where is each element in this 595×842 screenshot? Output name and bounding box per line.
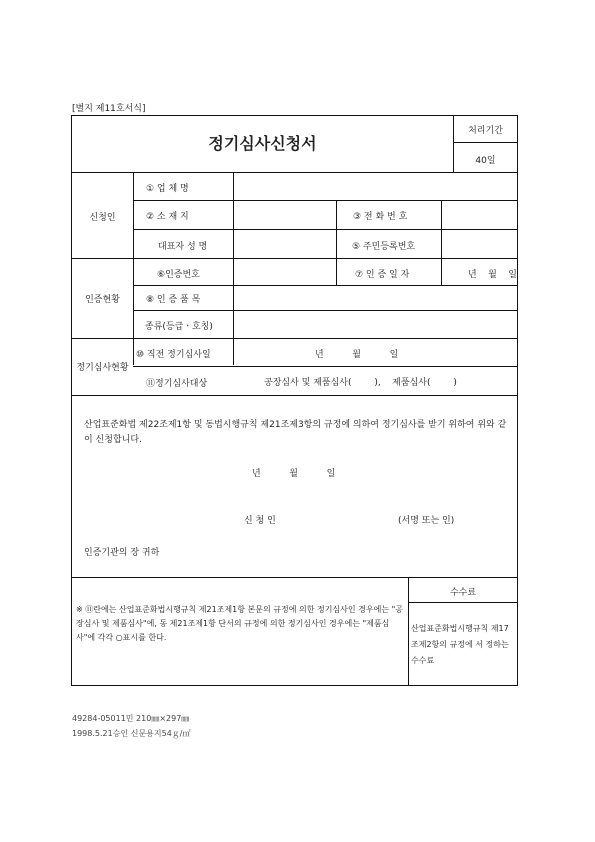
inspection-section-label: 정기심사현황 [76, 363, 129, 373]
recipient-label: 인증기관의 장 귀하 [84, 548, 160, 558]
processing-period-value: 40일 [475, 156, 496, 166]
fee-description: 산업표준화법시행규칙 제17조제2항의 규정에 서 정하는 수수료 [411, 624, 509, 665]
representative-field[interactable] [234, 230, 336, 258]
type-grade-field[interactable] [234, 311, 517, 338]
last-inspection-label: ⑩ 직전 정기심사일 [136, 350, 211, 360]
resident-number-field[interactable] [442, 230, 517, 258]
cert-number-field[interactable] [234, 259, 336, 285]
cert-number-label: ⑥인증번호 [157, 270, 200, 280]
cert-item-label: ⑧ 인 증 품 목 [146, 295, 201, 305]
resident-number-label: ⑤ 주민등록번호 [352, 242, 416, 252]
form-title: 정기심사신청서 [208, 134, 317, 153]
form-number-label: [별지 제11호서식] [72, 104, 146, 114]
signature-note: (서명 또는 인) [398, 516, 455, 526]
address-label: ② 소 재 지 [146, 212, 189, 222]
last-inspection-value[interactable]: 년 월 일 [315, 350, 399, 360]
footer-spec: 49284-05011민 210㎜×297㎜ [72, 714, 190, 723]
fee-label: 수수료 [449, 588, 477, 598]
footer-approval: 1998.5.21승인 신문용지54ｇ/㎡ [72, 729, 191, 738]
application-date[interactable]: 년 월 일 [252, 469, 336, 479]
certification-section-label: 인증현황 [85, 295, 120, 305]
application-statement: 산업표준화법 제22조제1항 및 동법시행규칙 제21조제3항의 규정에 의하여 정기심사를 받기 위하여 위와 같이 신청합니다. [84, 420, 507, 445]
type-grade-label: 종류(등급ㆍ호칭) [145, 322, 213, 332]
inspection-target-label: ⑪정기심사대상 [146, 379, 208, 389]
cert-date-label: ⑦ 인 증 일 자 [355, 270, 410, 280]
phone-field[interactable] [442, 201, 517, 229]
processing-period-label: 처리기간 [468, 126, 503, 136]
phone-label: ③ 전 화 번 호 [353, 212, 408, 222]
applicant-section-label: 신청인 [89, 213, 116, 223]
inspection-target-value[interactable]: 공장심사 및 제품심사( ), 제품심사( ) [264, 378, 457, 388]
company-name-field[interactable] [234, 173, 517, 200]
address-field[interactable] [234, 201, 336, 229]
cert-item-field[interactable] [234, 286, 517, 310]
applicant-signature-label: 신 청 인 [244, 516, 276, 526]
applicant-signature-field[interactable] [300, 508, 390, 526]
instruction-note: ※ ⑪란에는 산업표준화법시행규칙 제21조제1항 본문의 규정에 의한 정기심사인 경우에는 "공장심사 및 제품심사"에, 동 제21조제1항 단서의 규정에 의한 정기심사인 경우에는 "제품심사"에 각각 ○표시를 한다. [76, 605, 404, 642]
company-name-label: ① 업 체 명 [146, 184, 189, 194]
representative-label: 대표자 성 명 [158, 242, 208, 252]
cert-date-value[interactable]: 년 월 일 [468, 270, 517, 280]
